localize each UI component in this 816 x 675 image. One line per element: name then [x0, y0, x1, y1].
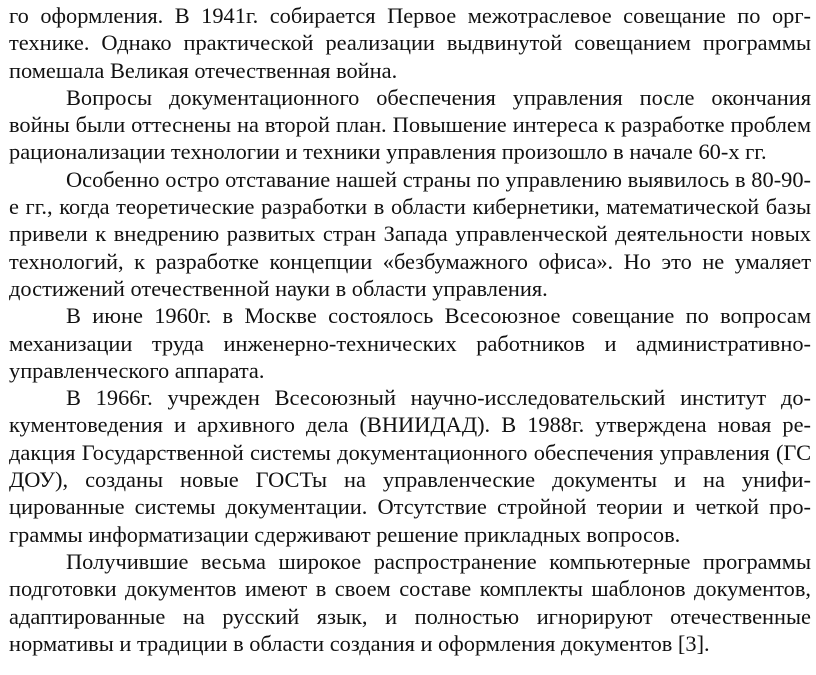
paragraph-80s-90s: Особенно остро отставание нашей страны по управлению выявилось в 80-90-е гг., когда теоретические разработки в области кибернетики, математической базы привели к внедрению развитых стран Запада управленческой деятельности новых технологий, к разработке концепции «безбумажного офиса». Но это не умаляет достижений отечественной науки в области управления.	[9, 166, 811, 301]
paragraph-1966: В 1966г. учрежден Всесоюзный научно-исследовательский институт документоведения и архивного дела (ВНИИДАД). В 1988г. утверждена новая редакция Государственной системы документационного обеспечения управления (ГС ДОУ), созданы новые ГОСТы на управленческие документы и на унифицированные системы документации. Отсутствие стройной теории и четкой программы информатизации сдерживают решение прикладных вопросов.	[9, 385, 811, 547]
paragraph-continuation: го оформления. В 1941г. собирается Первое межотраслевое совещание по оргтехнике. Однако практической реализации выдвинутой совещанием программы помешала Великая отечественная война.	[9, 3, 811, 83]
paragraph-software: Получившие весьма широкое распространение компьютерные программы подготовки документов имеют в своем составе комплекты шаблонов документов, адаптированные на русский язык, и полностью игнорируют отечественные нормативы и традиции в области создания и оформления документов [3].	[9, 548, 811, 656]
paragraph-1960: В июне 1960г. в Москве состоялось Всесоюзное совещание по вопросам механизации труда инженерно-технических работников и административно-управленческого аппарата.	[9, 303, 811, 383]
paragraph-postwar: Вопросы документационного обеспечения управления после окончания войны были оттеснены на второй план. Повышение интереса к разработке проблем рационализации технологии и техники управления произошло в начале 60-х гг.	[9, 84, 811, 165]
